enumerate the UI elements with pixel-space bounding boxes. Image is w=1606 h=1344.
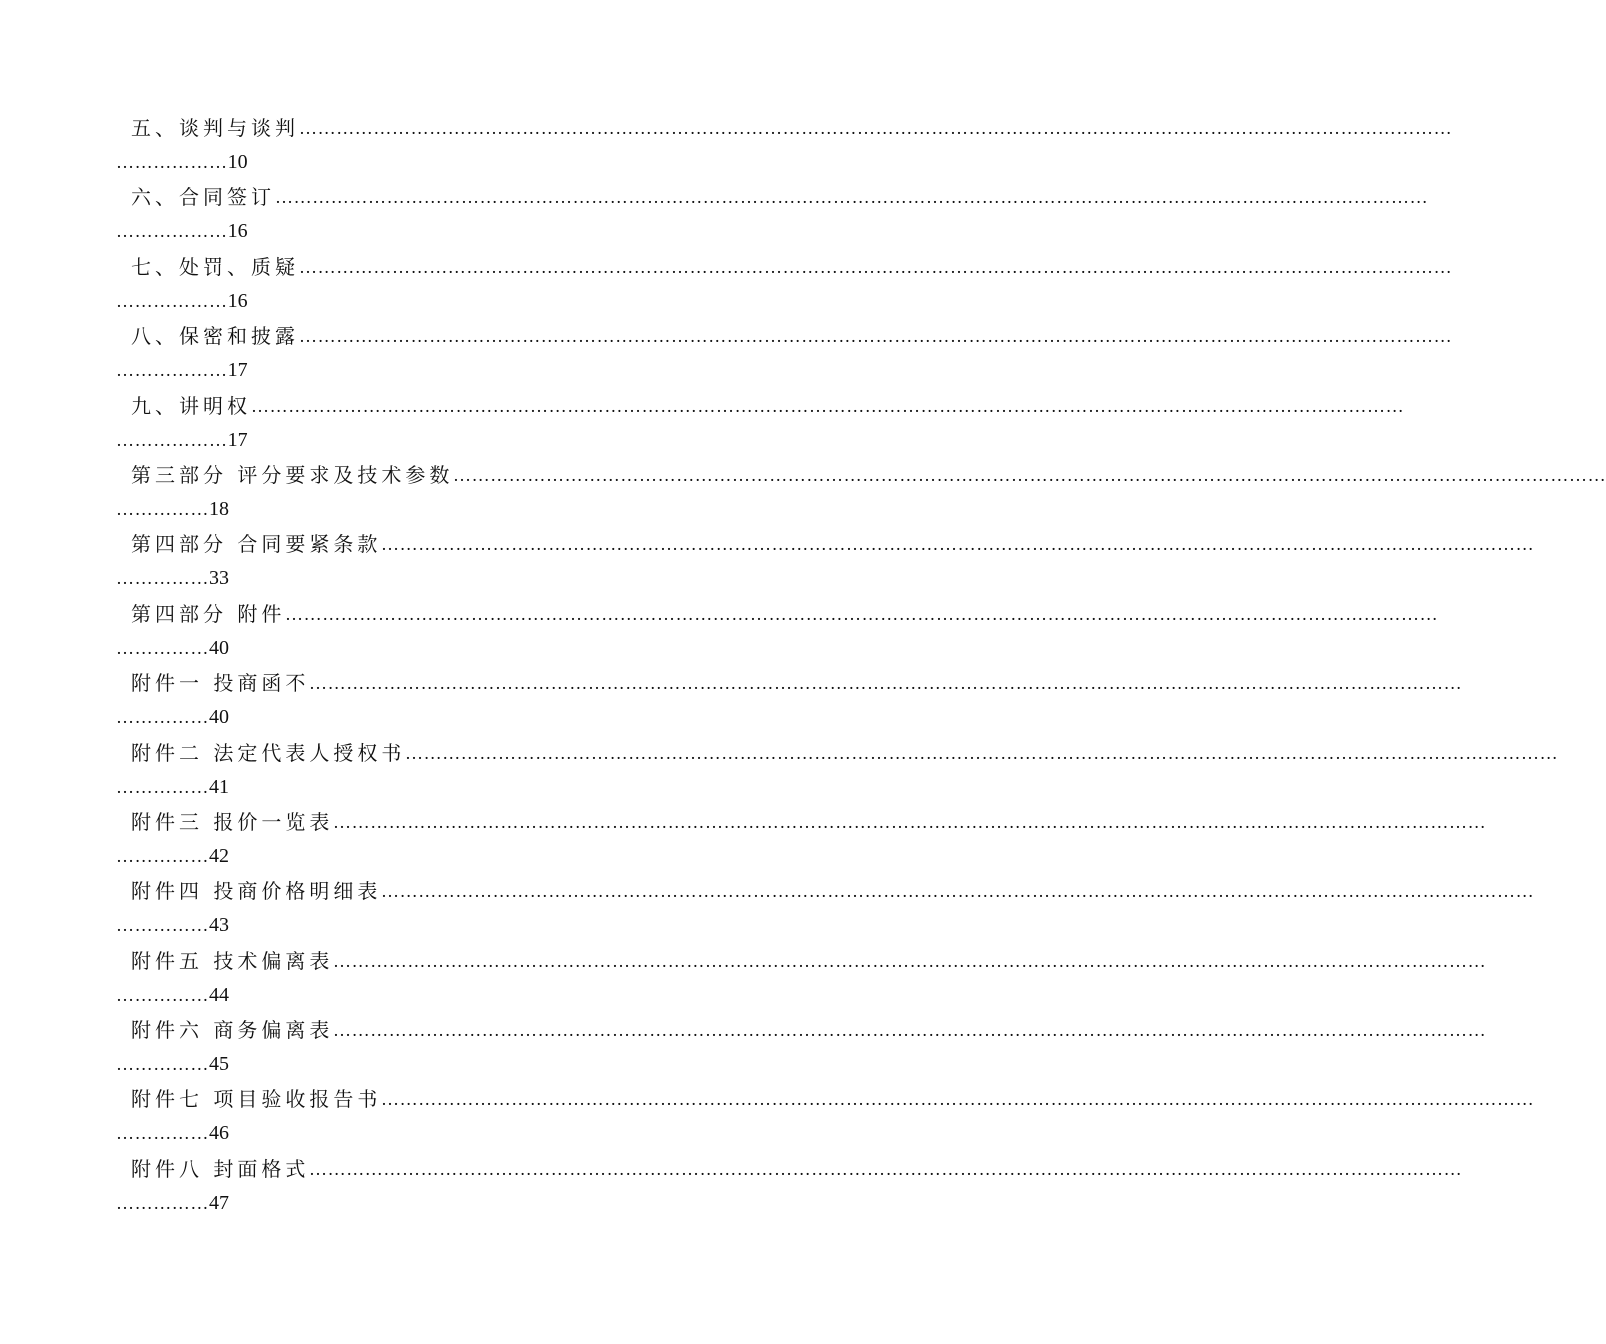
toc-leader-dots-continued: ……………… xyxy=(116,360,228,381)
toc-leader-dots: …………………………………………………………………………………………………………………………………………………………………… xyxy=(299,256,1453,277)
toc-page-number: 46 xyxy=(209,1122,229,1145)
toc-leader-dots: …………………………………………………………………………………………………………………………………………………………………… xyxy=(275,187,1429,208)
toc-entry-page-line xyxy=(116,1115,229,1151)
toc-entry-page-line xyxy=(116,352,248,388)
toc-entry-title-line xyxy=(131,526,381,562)
toc-entry-title-line xyxy=(131,249,299,285)
toc-entry-title: 第四部分 合同要紧条款 xyxy=(131,532,382,557)
toc-entry-title: 八、保密和披露 xyxy=(131,324,299,349)
toc-leader-dots-continued: …………… xyxy=(116,498,209,519)
toc-leader-dots-continued: …………… xyxy=(116,915,209,936)
toc-entry-page-line xyxy=(116,144,248,180)
toc-entry[interactable] xyxy=(0,596,1439,665)
toc-entry-page-line xyxy=(116,560,229,596)
toc-leader-dots-continued: ……………… xyxy=(116,429,228,450)
toc-entry-page-line xyxy=(116,213,248,249)
toc-entry-page-line xyxy=(116,283,248,319)
toc-entry[interactable] xyxy=(0,665,1463,734)
toc-page-number: 43 xyxy=(209,914,229,937)
toc-entry-page-line xyxy=(116,977,229,1013)
toc-entry-page-line xyxy=(116,1046,229,1082)
toc-leader-dots: …………………………………………………………………………………………………………………………………………………………………… xyxy=(309,673,1463,694)
toc-entry[interactable] xyxy=(0,804,1487,873)
toc-entry[interactable] xyxy=(0,388,1405,457)
toc-leader-dots-continued: …………… xyxy=(116,1123,209,1144)
toc-entry-title-line xyxy=(131,943,333,979)
toc-entry-title: 附件三 报价一览表 xyxy=(131,809,334,834)
toc-page-number: 18 xyxy=(209,497,229,520)
toc-entry-title-line xyxy=(131,179,275,215)
toc-leader-dots: …………………………………………………………………………………………………………………………………………………………………… xyxy=(381,534,1535,555)
toc-page-number: 16 xyxy=(227,289,248,312)
toc-entry-title: 附件五 技术偏离表 xyxy=(131,948,334,973)
toc-entry-title: 附件二 法定代表人授权书 xyxy=(131,740,406,765)
table-of-contents xyxy=(0,110,1606,1220)
toc-leader-dots-continued: …………… xyxy=(116,1192,209,1213)
toc-leader-dots: …………………………………………………………………………………………………………………………………………………………………… xyxy=(453,464,1606,485)
toc-entry-title-line xyxy=(131,873,381,909)
toc-entry-page-line xyxy=(116,630,229,666)
toc-entry-title-line xyxy=(131,665,309,701)
toc-leader-dots-continued: …………… xyxy=(116,776,209,797)
toc-leader-dots-continued: ……………… xyxy=(116,221,228,242)
toc-leader-dots-continued: …………… xyxy=(116,1054,209,1075)
toc-leader-dots: …………………………………………………………………………………………………………………………………………………………………… xyxy=(333,811,1487,832)
toc-entry[interactable] xyxy=(0,110,1453,179)
toc-page-number: 10 xyxy=(227,151,248,173)
toc-entry[interactable] xyxy=(0,318,1453,387)
toc-leader-dots-continued: …………… xyxy=(116,637,209,658)
toc-entry-title: 附件四 投商价格明细表 xyxy=(131,879,382,904)
toc-leader-dots: …………………………………………………………………………………………………………………………………………………………………… xyxy=(299,118,1453,138)
toc-entry[interactable] xyxy=(0,1012,1487,1081)
toc-page-number: 33 xyxy=(209,567,229,590)
toc-entry-title: 附件六 商务偏离表 xyxy=(131,1018,334,1043)
toc-entry[interactable] xyxy=(0,526,1535,595)
toc-page-number: 45 xyxy=(209,1053,229,1076)
toc-entry-title-line xyxy=(131,735,405,771)
toc-entry-title-line xyxy=(131,596,285,632)
toc-entry-title: 五、谈判与谈判 xyxy=(131,116,299,140)
toc-entry-title-line xyxy=(131,388,251,424)
toc-leader-dots: …………………………………………………………………………………………………………………………………………………………………… xyxy=(381,1089,1535,1110)
toc-leader-dots: …………………………………………………………………………………………………………………………………………………………………… xyxy=(405,742,1559,763)
toc-entry-page-line xyxy=(116,838,229,874)
toc-entry-title-line xyxy=(131,1012,333,1048)
toc-entry[interactable] xyxy=(0,943,1487,1012)
toc-entry-title: 九、讲明权 xyxy=(131,393,251,418)
toc-entry[interactable] xyxy=(0,1151,1463,1220)
toc-entry-title-line xyxy=(131,457,453,493)
toc-leader-dots-continued: ……………… xyxy=(116,290,228,311)
toc-leader-dots: …………………………………………………………………………………………………………………………………………………………………… xyxy=(333,950,1487,971)
toc-leader-dots: …………………………………………………………………………………………………………………………………………………………………… xyxy=(333,1020,1487,1041)
toc-entry[interactable] xyxy=(0,735,1559,804)
toc-page-number: 17 xyxy=(227,428,248,451)
toc-entry-title: 第三部分 评分要求及技术参数 xyxy=(131,462,454,487)
toc-entry-page-line xyxy=(116,699,229,735)
toc-page-number: 40 xyxy=(209,636,229,659)
toc-leader-dots-continued: …………… xyxy=(116,568,209,589)
toc-entry-title-line xyxy=(131,1081,381,1117)
toc-entry-title: 附件八 封面格式 xyxy=(131,1156,310,1181)
toc-leader-dots: …………………………………………………………………………………………………………………………………………………………………… xyxy=(299,326,1453,347)
toc-leader-dots: …………………………………………………………………………………………………………………………………………………………………… xyxy=(285,603,1439,624)
toc-leader-dots: …………………………………………………………………………………………………………………………………………………………………… xyxy=(381,881,1535,902)
toc-page-number: 47 xyxy=(209,1191,229,1214)
toc-entry-title: 第四部分 附件 xyxy=(131,601,286,626)
toc-entry-title-line xyxy=(131,1151,309,1187)
toc-page-number: 16 xyxy=(227,220,248,243)
toc-entry-title: 附件一 投商函不 xyxy=(131,671,310,696)
toc-leader-dots: …………………………………………………………………………………………………………………………………………………………………… xyxy=(309,1158,1463,1179)
toc-entry-title-line xyxy=(131,318,299,354)
toc-entry[interactable] xyxy=(0,873,1535,942)
toc-entry[interactable] xyxy=(0,457,1606,526)
toc-entry[interactable] xyxy=(0,249,1453,318)
toc-page-number: 41 xyxy=(209,775,229,798)
toc-page-number: 17 xyxy=(227,359,248,382)
toc-leader-dots-continued: …………… xyxy=(116,984,209,1005)
toc-leader-dots-continued: ……………… xyxy=(116,152,228,172)
toc-entry-title: 附件七 项目验收报告书 xyxy=(131,1087,382,1112)
toc-page-number: 42 xyxy=(209,844,229,867)
toc-entry[interactable] xyxy=(0,179,1429,248)
toc-entry-page-line xyxy=(116,907,229,943)
toc-page-number: 44 xyxy=(209,983,229,1006)
toc-entry-page-line xyxy=(116,1185,229,1221)
toc-entry-title-line xyxy=(131,110,299,146)
toc-page-number: 40 xyxy=(209,706,229,729)
toc-leader-dots-continued: …………… xyxy=(116,845,209,866)
toc-entry-page-line xyxy=(116,491,229,527)
toc-entry-page-line xyxy=(116,422,248,458)
toc-entry-page-line xyxy=(116,769,229,805)
toc-entry-title: 六、合同签订 xyxy=(131,185,275,210)
toc-entry-title: 七、处罚、质疑 xyxy=(131,254,299,279)
toc-leader-dots-continued: …………… xyxy=(116,707,209,728)
toc-leader-dots: …………………………………………………………………………………………………………………………………………………………………… xyxy=(251,395,1405,416)
toc-entry[interactable] xyxy=(0,1081,1535,1150)
toc-entry-title-line xyxy=(131,804,333,840)
